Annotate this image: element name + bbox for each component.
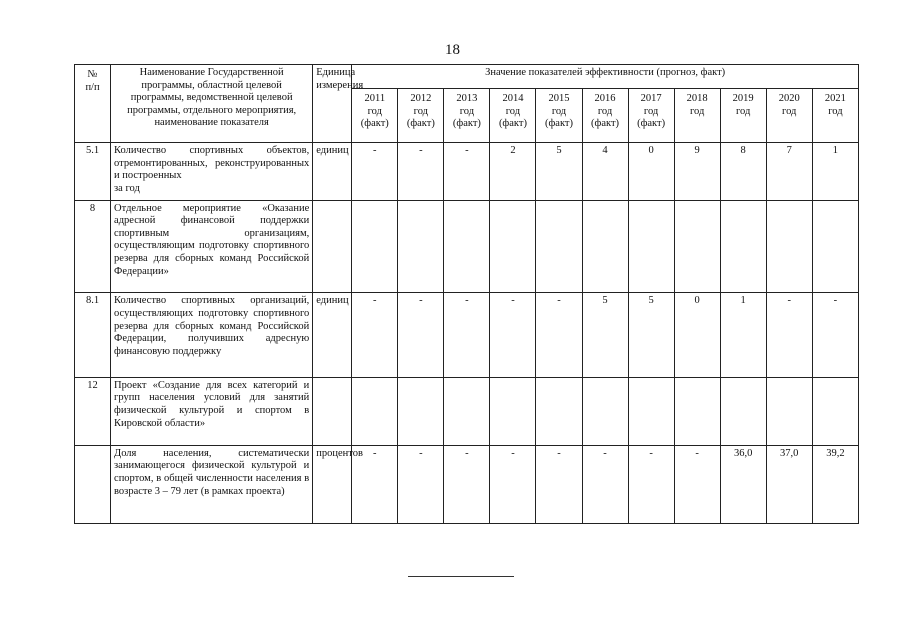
value-cell: -: [582, 445, 628, 523]
value-cell: 2: [490, 143, 536, 201]
unit-of-measure: [313, 377, 352, 445]
value-cell: -: [490, 445, 536, 523]
table-row: [75, 143, 859, 201]
header-year: 2015 год (факт): [536, 89, 582, 143]
indicator-name: Количество спортивных объектов, отремонтированных, реконструированных и построенных за год: [111, 143, 313, 201]
header-year: 2019 год: [720, 89, 766, 143]
value-cell: -: [352, 143, 398, 201]
indicator-name: Проект «Создание для всех категорий и групп населения условий для занятий физической культурой и спортом в Кировской области»: [111, 377, 313, 445]
value-cell: 5: [536, 143, 582, 201]
value-cell: -: [444, 143, 490, 201]
value-cell: [398, 200, 444, 293]
value-cell: 8: [720, 143, 766, 201]
value-cell: [490, 200, 536, 293]
header-year: 2017 год (факт): [628, 89, 674, 143]
value-cell: -: [352, 293, 398, 377]
value-cell: [444, 200, 490, 293]
unit-of-measure: [313, 200, 352, 293]
unit-of-measure: единиц: [313, 143, 352, 201]
header-unit: Единица измерения: [313, 65, 352, 143]
row-number: 12: [75, 377, 111, 445]
value-cell: [628, 200, 674, 293]
value-cell: [582, 377, 628, 445]
value-cell: -: [444, 293, 490, 377]
value-cell: [352, 377, 398, 445]
value-cell: [766, 200, 812, 293]
row-number: 8.1: [75, 293, 111, 377]
indicator-name: Количество спортивных организаций, осуществляющих подготовку спортивного резерва для сборных команд Российской Федерации, получивших адресную финансовую поддержку: [111, 293, 313, 377]
indicator-name: Отдельное мероприятие «Оказание адресной финансовой поддержки спортивным организациям, осуществляющим подготовку спортивного резерва для сборных команд Российской Федерации»: [111, 200, 313, 293]
header-values-group: Значение показателей эффективности (прогноз, факт): [352, 65, 859, 89]
value-cell: 4: [582, 143, 628, 201]
value-cell: -: [536, 445, 582, 523]
value-cell: [582, 200, 628, 293]
value-cell: -: [398, 445, 444, 523]
header-year: 2014 год (факт): [490, 89, 536, 143]
performance-indicators-table: [74, 64, 859, 524]
value-cell: [628, 377, 674, 445]
value-cell: 39,2: [812, 445, 858, 523]
value-cell: [444, 377, 490, 445]
table-row: [75, 445, 859, 523]
indicator-name: Доля населения, систематически занимающегося физической культурой и спортом, в общей численности населения в возрасте 3 – 79 лет (в рамках проекта): [111, 445, 313, 523]
value-cell: [398, 377, 444, 445]
value-cell: [536, 200, 582, 293]
row-number: 5.1: [75, 143, 111, 201]
header-year: 2011 год (факт): [352, 89, 398, 143]
value-cell: [812, 377, 858, 445]
value-cell: -: [766, 293, 812, 377]
value-cell: [812, 200, 858, 293]
value-cell: -: [490, 293, 536, 377]
value-cell: -: [812, 293, 858, 377]
value-cell: 0: [674, 293, 720, 377]
value-cell: 36,0: [720, 445, 766, 523]
value-cell: [490, 377, 536, 445]
header-year: 2016 год (факт): [582, 89, 628, 143]
value-cell: 9: [674, 143, 720, 201]
value-cell: [674, 200, 720, 293]
value-cell: 37,0: [766, 445, 812, 523]
value-cell: -: [536, 293, 582, 377]
value-cell: [352, 200, 398, 293]
unit-of-measure: процентов: [313, 445, 352, 523]
table-row: [75, 377, 859, 445]
value-cell: [674, 377, 720, 445]
header-year: 2018 год: [674, 89, 720, 143]
value-cell: 1: [720, 293, 766, 377]
value-cell: [720, 200, 766, 293]
header-year: 2012 год (факт): [398, 89, 444, 143]
closing-rule: [408, 576, 514, 577]
value-cell: 0: [628, 143, 674, 201]
value-cell: -: [444, 445, 490, 523]
unit-of-measure: единиц: [313, 293, 352, 377]
value-cell: [536, 377, 582, 445]
row-number: [75, 445, 111, 523]
header-year: 2021 год: [812, 89, 858, 143]
row-number: 8: [75, 200, 111, 293]
value-cell: -: [674, 445, 720, 523]
value-cell: 5: [628, 293, 674, 377]
value-cell: 7: [766, 143, 812, 201]
header-year: 2020 год: [766, 89, 812, 143]
value-cell: -: [628, 445, 674, 523]
value-cell: 5: [582, 293, 628, 377]
header-year: 2013 год (факт): [444, 89, 490, 143]
value-cell: [720, 377, 766, 445]
value-cell: [766, 377, 812, 445]
header-name: Наименование Государственной программы, областной целевой программы, ведомственной целевой программы, отдельного мероприятия, наименование показателя: [111, 65, 313, 143]
value-cell: -: [398, 293, 444, 377]
page-number: 18: [445, 42, 460, 58]
value-cell: -: [352, 445, 398, 523]
table-row: [75, 200, 859, 293]
value-cell: -: [398, 143, 444, 201]
table-row: [75, 293, 859, 377]
value-cell: 1: [812, 143, 858, 201]
header-num: № п/п: [75, 65, 111, 143]
